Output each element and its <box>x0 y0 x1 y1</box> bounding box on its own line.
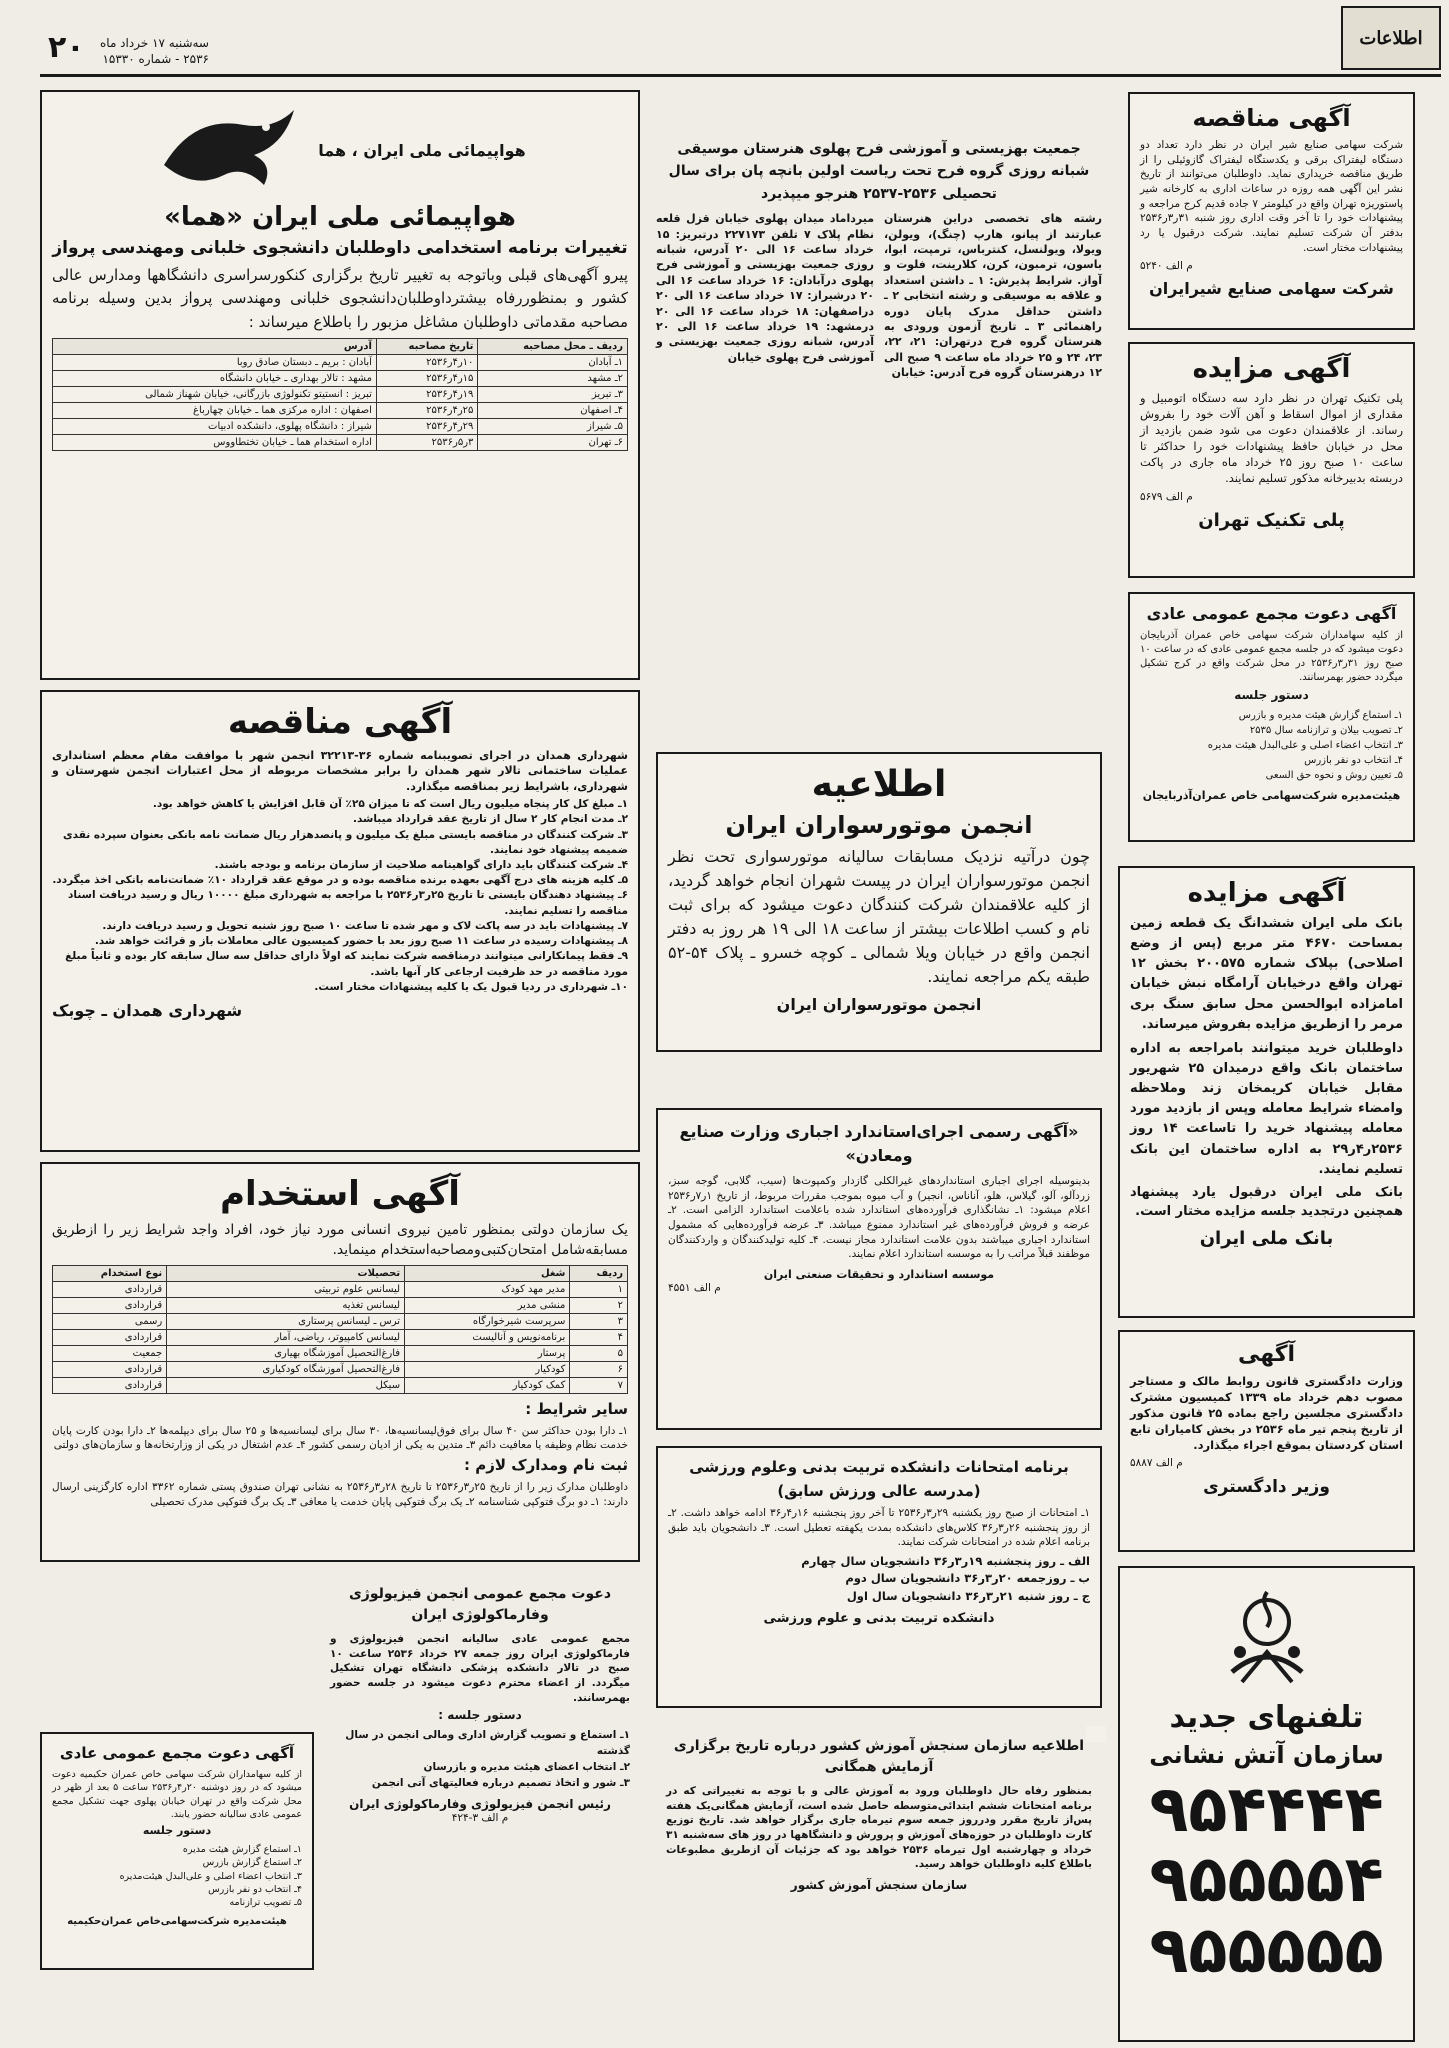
ad-column-a: رشته های تخصصی دراین هنرستان عبارتند از پیانو، هارپ (چنگ)، ویولن، ویولا، ویولنسل، کنترباس، ترمپت، ابوا، باسون، ترمبون، کرن، کلارینت، فلوت و آواز. شرایط پذیرش: ۱ ـ داشتن استعداد و علاقه به موسیقی و رشته انتخابی ۲ ـ داشتن حداقل مدرک پایان دوره راهنمائی ۳ ـ تاریخ آزمون ورودی به هنرستان گروه فرح درتهران: ۲۱، ۲۲، ۲۳، ۲۴ و ۲۵ خرداد ماه ساعت ۹ صبح الی ۱۲ درهنرستان گروه فرح آدرس: خیابان <box>884 212 1103 380</box>
table-cell: لیسانس علوم تربیتی <box>167 1281 405 1297</box>
agenda-item: ۲ـ استماع گزارش بازرس <box>202 1857 302 1869</box>
ad-title: آگهی دعوت مجمع عمومی عادی <box>59 1744 295 1762</box>
table-cell: ۵ <box>570 1345 628 1361</box>
table-cell: ۱۵ر۴ر۲۵۳۶ <box>376 370 477 386</box>
agenda-item: ۱ـ استماع و تصویب گزارش اداری ومالی انجمن در سال گذشته <box>345 1729 630 1758</box>
table-header: تاریخ مصاحبه <box>376 338 477 354</box>
fire-org: سازمان آتش نشانی <box>1149 1741 1384 1769</box>
ad-body: پلی تکنیک تهران در نظر دارد سه دستگاه اتومبیل و مقداری از اموال اسقاط و آهن آلات خود را بفروش رساند. از علاقمندان دعوت می شود ضمن بازدید از محل در خیابان حافظ پیشنهادات خود را حداکثر تا ساعت ۱۰ صبح روز ۲۵ خرداد ماه جاری در پاکت دربسته بدبیرخانه مذکور تسلیم نمایند. <box>1140 391 1403 486</box>
table-cell: اصفهان : اداره مرکزی هما ـ خیابان چهارباغ <box>53 402 377 418</box>
masthead-title: اطلاعات <box>1359 27 1423 49</box>
ad-signature: سازمان سنجش آموزش کشور <box>790 1878 968 1893</box>
ad-signature: شهرداری همدان ـ چوبک <box>52 1001 243 1021</box>
table-header: نوع استخدام <box>53 1265 167 1281</box>
header-rule <box>40 74 1441 77</box>
table-row <box>53 402 628 418</box>
condition-item: ۲ـ مدت انجام کار ۲ سال از تاریخ عقد قرارداد میباشد. <box>352 813 628 826</box>
fire-emblem-icon <box>1212 1582 1322 1692</box>
schedule-item: الف ـ روز پنجشنبه ۱۹ر۳ر۳۶ دانشجویان سال چهارم <box>801 1554 1090 1569</box>
ad-ref: م الف ۵۶۷۹ <box>1140 490 1193 503</box>
table-cell: ۳ <box>570 1313 628 1329</box>
condition-item: ۹ـ فقط پیمانکارانی میتوانند درمناقصه شرکت نمایند که اولاً دارای حداقل سه سال سابقه کار بوده و ثانیاً مبلغ مورد مناقصه در حد ظرفیت ارجاعی کار آنها باشد. <box>65 950 628 978</box>
tender-conditions <box>52 797 628 995</box>
table-row <box>53 354 628 370</box>
ad-signature: هیئت‌مدیره شرکت‌سهامی خاص عمران‌آذربایجان <box>1142 789 1401 802</box>
agenda-item: ۴ـ انتخاب دو نفر بازرس <box>1304 755 1403 766</box>
table-row <box>53 1345 628 1361</box>
agenda-item: ۲ـ تصویب بیلان و ترازنامه سال ۲۵۳۵ <box>1249 725 1403 736</box>
ad-signature: انجمن موتورسواران ایران <box>776 995 982 1014</box>
phone-number: ۹۵۴۴۴۴ <box>1149 1773 1384 1847</box>
ad-fire-department <box>1118 1566 1415 2042</box>
ad-notice-justice <box>1118 1330 1415 1552</box>
table-cell: ۴ـ اصفهان <box>478 402 628 418</box>
table-cell: ۳ـ تبریز <box>478 386 628 402</box>
agenda-item: ۱ـ استماع گزارش هیئت مدیره <box>182 1844 302 1856</box>
table-cell: فارغ‌التحصیل آموزشگاه بهیاری <box>167 1345 405 1361</box>
other-conditions: ۱ـ دارا بودن حداکثر سن ۴۰ سال برای فوق‌لیسانسیه‌ها، ۳۰ سال برای لیسانسیه‌ها و ۲۵ سال برای دیپلمه‌ها ۲ـ دارا بودن کارت پایان خدمت نظام وظیفه یا معافیت دائم ۳ـ متدین به یکی از ادیان رسمی کشور ۴ـ عدم اشتغال در یکی از وزارتخانه‌ها و سازمان‌های دولتی <box>52 1424 628 1452</box>
table-cell: شیراز : دانشگاه پهلوی، دانشکده ادبیات <box>53 418 377 434</box>
ad-body: بمنظور رفاه حال داوطلبان ورود به آموزش عالی و با توجه به تغییراتی که در برنامه امتحانات ششم ابتدائی‌متوسطه حاصل شده است، آزمایش همگانی‌یک هفته پس‌از تاریخ مقرر ودرروز جمعه سوم تیرماه جاری برگزار خواهد شد. تاریخ توزیع کارت داوطلبان در حوزه‌های آموزش و پرورش و دانشگاهها در روز های سه‌شنبه ۳۱ خرداد و چهارشنبه اول تیرماه ۲۵۳۶ خواهد بود که جزئیات آن ازطریق مطبوعات باطلاع کلیه داوطلبان خواهد رسید. <box>666 1785 1093 1871</box>
table-cell: قراردادی <box>53 1297 167 1313</box>
ad-body: وزارت دادگستری قانون روابط مالک و مستاجر مصوب دهم خرداد ماه ۱۳۳۹ کمیسیون مشترک دادگستری مجلسین راجع بماده ۲۵ قانون مذکور از تاریخ پنجم تیر ماه ۲۵۳۶ در بخش کامیاران تابع استان کردستان بموقع اجراء میگذارد. <box>1130 1374 1404 1453</box>
agenda-title: دستور جلسه : <box>438 1708 522 1723</box>
table-cell: کودکیار <box>405 1361 570 1377</box>
table-cell: ۶ <box>570 1361 628 1377</box>
table-cell: ۲ـ مشهد <box>478 370 628 386</box>
table-row <box>53 1329 628 1345</box>
ad-title: اطلاعیه <box>811 764 947 805</box>
table-cell: لیسانس کامپیوتر، ریاضی، آمار <box>167 1329 405 1345</box>
table-cell: اداره استخدام هما ـ خیابان تختطاووس <box>53 434 377 450</box>
agenda-item: ۵ـ تعیین روش و نحوه حق السعی <box>1265 770 1403 781</box>
ad-employment <box>40 1162 640 1562</box>
table-row <box>53 1361 628 1377</box>
ad-column-b: میرداماد میدان پهلوی خیابان قزل قلعه نظام پلاک ۷ تلفن ۲۲۷۱۷۳ درتبریز: ۱۵ خرداد ساعت ۱۶ الی ۲۰ آدرس، شبانه روزی جمعیت بهزیستی و آموزشی فرح پهلوی درآبادان: ۱۶ خرداد ساعت ۱۶ الی ۲۰ درشیراز: ۱۷ خرداد ساعت ۱۶ الی ۲۰ دراصفهان: ۱۸ خرداد ساعت ۱۶ الی ۲۰ درمشهد: ۱۹ خرداد ساعت ۱۶ الی ۲۰ آدرس، شبانه روزی جمعیت بهزیستی و آموزشی فرح پهلوی خیابان <box>656 212 875 364</box>
table-cell: لیسانس تغذیه <box>167 1297 405 1313</box>
ad-signature: پلی تکنیک تهران <box>1198 510 1345 532</box>
phone-number: ۹۵۵۵۵۴ <box>1149 1843 1384 1918</box>
ad-auction-bank-melli <box>1118 866 1415 1318</box>
ad-homa-airline <box>40 90 640 680</box>
homa-logo-text: هواپیمائی ملی ایران ، هما <box>318 140 526 160</box>
fire-title: تلفنهای جدید <box>1169 1700 1364 1735</box>
ad-signature: هیئت‌مدیره شرکت‌سهامی‌خاص عمران‌حکیمیه <box>67 1915 287 1927</box>
table-row <box>53 1297 628 1313</box>
table-header: تحصیلات <box>167 1265 405 1281</box>
issue-line: ۲۵۳۶ - شماره ۱۵۳۳۰ <box>102 51 209 66</box>
ad-ref: م الف ۳-۴۲۴ <box>451 1812 509 1825</box>
ad-signature: بانک ملی ایران <box>1199 1227 1334 1249</box>
table-cell: رسمی <box>53 1313 167 1329</box>
condition-item: ۴ـ شرکت کنندگان باید دارای گواهینامه صلاحیت از سازمان برنامه و بودجه باشند. <box>214 859 628 872</box>
table-cell: قراردادی <box>53 1329 167 1345</box>
date-line: سه‌شنبه ۱۷ خرداد ماه <box>100 36 209 50</box>
ad-title: آگهی مزایده <box>1192 354 1351 384</box>
agenda-title: دستور جلسه <box>142 1824 212 1838</box>
ad-title: آگهی مناقصه <box>1192 104 1351 132</box>
table-cell: جمعیت <box>53 1345 167 1361</box>
table-cell: ۷ <box>570 1377 628 1393</box>
ad-intro: یک سازمان دولتی بمنظور تامین نیروی انسانی مورد نیاز خود، افراد واجد شرایط زیر را ازطریق مسابقه‌شامل امتحان‌کتبی‌ومصاحبه‌استخدام مینماید. <box>52 1222 628 1259</box>
ad-ref: م الف ۵۸۸۷ <box>1130 1457 1183 1470</box>
ad-intro: شهرداری همدان در اجرای تصویبنامه شماره ۳۶-۳۲۲۱۳ انجمن شهر با موافقت مقام معظم استانداری عملیات ساختمانی تالار شهر همدان را برابر مشخصات مربوطه از محل اعتبارات انجمن شهرستان و شهرداری، باشرایط زیر بمناقصه میگذارد. <box>52 749 628 793</box>
table-header: آدرس <box>53 338 377 354</box>
table-cell: ۲۹ر۴ر۲۵۳۶ <box>376 418 477 434</box>
table-cell: مدیر مهد کودک <box>405 1281 570 1297</box>
agenda-list <box>52 1843 302 1909</box>
table-cell: قراردادی <box>53 1361 167 1377</box>
ad-music-conservatory <box>646 128 1112 688</box>
ad-title: برنامه امتحانات دانشکده تربیت بدنی وعلوم ورزشی <box>689 1458 1069 1476</box>
agenda-list <box>330 1728 630 1791</box>
condition-item: ۱ـ مبلغ کل کار پنجاه میلیون ریال است که تا میزان ۲۵٪ آن قابل افزایش یا کاهش خواهد بود. <box>152 798 628 811</box>
registration-body: داوطلبان مدارک زیر را از تاریخ ۲۵ر۳ر۲۵۳۶ تا تاریخ ۲۸ر۳ر۲۵۳۶ به نشانی تهران صندوق پستی شماره ۳۳۶۲ اداره کارگزینی ارسال دارند: ۱ـ دو برگ فتوکپی شناسنامه ۲ـ یک برگ فتوکپی پایان خدمت یا معافی ۳ـ یک برگ فتوکپی مدرک تحصیلی <box>52 1480 628 1508</box>
ad-title: آگهی مناقصه <box>227 702 453 742</box>
page-header <box>0 0 1449 90</box>
ad-tender-hamadan <box>40 690 640 1152</box>
table-cell: ۲ <box>570 1297 628 1313</box>
agenda-item: ۳ـ انتخاب اعضاء اصلی و علی‌البدل هیئت‌مدیره <box>119 1870 302 1882</box>
condition-item: ۳ـ شرکت کنندگان در مناقصه بایستی مبلغ یک میلیون و پانصدهزار ریال ضمانت نامه بانکی بعنوان سپرده نقدی ضمیمه پیشنهاد خود نمایند. <box>63 828 628 856</box>
other-conditions-title: سایر شرایط : <box>525 1399 628 1418</box>
schedule-item: ب ـ روزجمعه ۲۰ر۳ر۳۶ دانشجویان سال دوم <box>845 1571 1090 1586</box>
ad-title: جمعیت بهزیستی و آموزشی فرح پهلوی هنرستان موسیقی شبانه روزی گروه فرح تحت ریاست اولین بانچه پان برای سال تحصیلی ۲۵۳۶-۲۵۳۷ هنرجو میپذیرد <box>668 141 1090 202</box>
table-row <box>53 1281 628 1297</box>
table-cell: سرپرست شیرخوارگاه <box>405 1313 570 1329</box>
ad-body: چون درآتیه نزدیک مسابقات سالیانه موتورسواری تحت نظر انجمن موتورسواران ایران در پیست شهران انجام خواهد گردید، از کلیه علاقمندان شرکت کنندگان دعوت میشود که برای ثبت نام و کسب اطلاعات بیشتر از ساعت ۱۸ الی ۱۹ هر روز به دفتر انجمن واقع در خیابان ویلا شمالی ـ کوچه خسرو ـ پلاک ۵۴-۵۲ طبقه یکم مراجعه نمایند. <box>668 847 1090 986</box>
ad-general-meeting-hakimiye <box>40 1732 314 1970</box>
ad-signature: دانشکده تربیت بدنی و علوم ورزشی <box>763 1610 995 1626</box>
table-cell: ۴ <box>570 1329 628 1345</box>
table-row <box>53 418 628 434</box>
ad-mandatory-standard <box>656 1108 1102 1430</box>
agenda-item: ۳ـ شور و اتخاذ تصمیم درباره فعالیتهای آتی انجمن <box>371 1776 630 1789</box>
table-cell: ترس ـ لیسانس پرستاری <box>167 1313 405 1329</box>
table-row <box>53 1313 628 1329</box>
ad-title: هواپیمائی ملی ایران «هما» <box>164 202 516 232</box>
table-cell: قراردادی <box>53 1377 167 1393</box>
masthead-logo <box>1341 6 1441 70</box>
ad-title: اطلاعیه سازمان سنجش آموزش کشور درباره تاریخ برگزاری آزمایش همگانی <box>673 1738 1085 1775</box>
table-cell: قراردادی <box>53 1281 167 1297</box>
table-cell: تبریز : انستیتو تکنولوژی بازرگانی، خیابان شهناز شمالی <box>53 386 377 402</box>
ad-signature: موسسه استاندارد و تحقیقات صنعتی ایران <box>763 1268 995 1282</box>
table-row <box>53 434 628 450</box>
condition-item: ۱۰ـ شهرداری در ردیا قبول یک یا کلیه پیشنهادات مختار است. <box>314 980 628 993</box>
table-cell: ۱۹ر۴ر۲۵۳۶ <box>376 386 477 402</box>
ad-body: بدینوسیله اجرای اجباری استانداردهای غیرالکلی گازدار وکمپوت‌ها (سیب، گلابی، گوجه سبز، زردآلو، آلو، گیلاس، هلو، آناناس، انجیر) و آب میوه بموجب مقررات مربوط، از تاریخ ۱ر۷ر۲۵۳۶ اعلام میشود: ۱ـ نشانگذاری فرآورده‌های استاندارد شده باعلامت استاندارد الزامی است. ۲ـ عرضه و فروش فرآورده‌های غیر استاندارد ممنوع میباشد. ۳ـ عرضه فرآورده‌هایی که مشمول استاندارد اجباری میباشند بدون علامت استاندارد مجاز نیست. ۴ـ کلیه تولیدکنندگان و واردکنندگان موظفند قبلاً مراتب را به موسسه استاندارد اعلام نمایند. <box>668 1175 1091 1261</box>
table-row <box>53 1377 628 1393</box>
ad-ref: م الف ۵۲۴۰ <box>1140 259 1193 272</box>
ad-body: شرکت سهامی صنایع شیر ایران در نظر دارد تعداد دو دستگاه لیفتراک برقی و یکدستگاه لیفتراک گازوئیلی را از طریق مناقصه خریداری نماید. داوطلبان می‌توانند از تاریخ نشر این آگهی همه روزه در ساعات اداری به کارخانه شیر پاستوریزه تهران واقع در کیلومتر ۷ جاده قدیم کرج مراجعه و پیشنهادات خود را تا آخر وقت اداری روز شنبه ۳۱ر۳ر۲۵۳۶ بدفتر آن شرکت تسلیم نمایند. شرکت درقبول یا رد پیشنهادات مختار است. <box>1140 139 1403 254</box>
table-cell: برنامه‌نویس و آنالیست <box>405 1329 570 1345</box>
ad-title: «آگهی رسمی اجرای‌استاندارد اجباری وزارت صنایع ومعادن» <box>679 1122 1079 1165</box>
jobs-table <box>52 1265 628 1394</box>
table-cell: منشی مدیر <box>405 1297 570 1313</box>
agenda-list <box>1140 708 1403 783</box>
table-cell: سیکل <box>167 1377 405 1393</box>
ad-motorcycle-association <box>656 752 1102 1052</box>
condition-item: ۸ـ پیشنهادات رسیده در ساعت ۱۱ صبح روز بعد با حضور کمیسیون عالی معاملات باز و قرائت خواهد شد. <box>94 935 628 948</box>
table-cell: ۳ر۵ر۲۵۳۶ <box>376 434 477 450</box>
page-number: ۲۰ <box>48 30 85 65</box>
condition-item: ۶ـ پیشنهاد دهندگان بایستی تا تاریخ ۲۵ر۳ر۲۵۳۶ با مراجعه به شهرداری مبلغ ۱۰۰۰۰ ریال و رسید دریافت اسناد مناقصه را تسلیم نمایند. <box>68 889 628 917</box>
agenda-item: ۱ـ استماع گزارش هیئت مدیره و بازرس <box>1238 710 1403 721</box>
homa-bird-icon <box>154 105 304 195</box>
agenda-item: ۵ـ تصویب ترازنامه <box>229 1897 302 1909</box>
exam-schedule-list <box>668 1553 1090 1605</box>
table-row <box>53 370 628 386</box>
table-header: ردیف ـ محل مصاحبه <box>478 338 628 354</box>
ad-exam-schedule <box>656 1446 1102 1708</box>
ad-body: از کلیه سهامداران شرکت سهامی خاص عمران آذربایجان دعوت میشود که در جلسه مجمع عمومی عادی که در ساعت ۱۰ صبح روز ۳۱ر۳ر۲۵۳۶ در محل شرکت واقع در کرج تشکیل میگردد حضور بهمرسانند. <box>1140 630 1403 683</box>
ad-signature: شرکت سهامی صنایع شیرایران <box>1149 279 1394 299</box>
homa-logo <box>52 100 628 200</box>
table-cell: کمک کودکیار <box>405 1377 570 1393</box>
ad-body: پیرو آگهی‌های قبلی وباتوجه به تغییر تاریخ برگزاری کنکورسراسری دانشگاهها ومدارس عالی کشور و بمنظوررفاه بیشترداوطلبان‌دانشجوی خلبانی ومهندسی پرواز بدین وسیله برنامه مصاحبه مقدماتی داوطلبان مشاغل مزبور را باطلاع میرساند : <box>52 266 628 331</box>
table-cell: فارغ‌التحصیل آموزشگاه کودکیاری <box>167 1361 405 1377</box>
ad-assessment-org-notice <box>656 1726 1102 1970</box>
ad-body: ۱ـ امتحانات از صبح روز یکشنبه ۲۹ر۳ر۲۵۳۶ تا آخر روز پنجشنبه ۱۶ر۴ر۳۶ ادامه خواهد داشت. ۲ـ از روز پنجشنبه ۲۶ر۳ر۳۶ کلاس‌های دانشکده بمدت یکهفته تعطیل است. ۳ـ دانشجویان باید طبق برنامه اعلام شده در امتحانات شرکت نمایند. <box>668 1507 1090 1549</box>
ad-title: آگهی استخدام <box>220 1174 460 1214</box>
ad-general-meeting-azarbaijan <box>1128 592 1415 842</box>
table-cell: ۲۵ر۴ر۲۵۳۶ <box>376 402 477 418</box>
ad-title: آگهی مزایده <box>1187 878 1346 908</box>
agenda-item: ۳ـ انتخاب اعضاء اصلی و علی‌البدل هیئت مدیره <box>1207 740 1403 751</box>
table-cell: ۶ـ تهران <box>478 434 628 450</box>
ad-body: مجمع عمومی عادی سالیانه انجمن فیزیولوژی و فارماکولوژی ایران روز جمعه ۲۷ خرداد ۲۵۳۶ ساعت ۱۰ صبح در تالار دانشکده پزشکی دانشگاه تهران تشکیل میگردد. از اعضاء محترم دعوت میشود در جلسه حضور بهمرسانند. <box>330 1633 630 1704</box>
table-header: ردیف <box>570 1265 628 1281</box>
ad-signature: رئیس انجمن فیزیولوژی وفارماکولوژی ایران <box>349 1797 611 1812</box>
table-cell: ۱۰ر۴ر۲۵۳۶ <box>376 354 477 370</box>
table-cell: پرستار <box>405 1345 570 1361</box>
condition-item: ۵ـ کلیه هزینه های درج آگهی بعهده برنده مناقصه بوده و در موقع عقد قرارداد ۱۰٪ ضمانت‌نامه بانکی اخذ میگردد. <box>52 874 628 887</box>
table-cell: ۵ـ شیراز <box>478 418 628 434</box>
condition-item: ۷ـ پیشنهادات باید در سه پاکت لاک و مهر شده تا ساعت ۱۰ صبح روز شنبه تحویل و رسید دریافت دارند. <box>102 919 628 932</box>
table-header: شغل <box>405 1265 570 1281</box>
ad-subtitle: (مدرسه عالی ورزش سابق) <box>777 1482 981 1500</box>
ad-auction-polytechnic <box>1128 342 1415 578</box>
ad-signature: وزیر دادگستری <box>1203 1477 1330 1498</box>
table-cell: مشهد : تالار بهداری ـ خیابان دانشگاه <box>53 370 377 386</box>
ad-subtitle: تغییرات برنامه استخدامی داوطلبان دانشجوی خلبانی ومهندسی پرواز <box>52 238 628 258</box>
ad-tender-milk <box>1128 92 1415 330</box>
ad-body-2: داوطلبان خرید میتوانند بامراجعه به اداره ساختمان بانک واقع درمیدان ۲۵ شهریور مقابل خیابان کریمخان زند وملاحظه وامضاء شرایط معامله وپس از بازدید مورد معامله پیشنهاد خرید را تاساعت ۱۴ روز ۲۵۳۶ر۴ر۲۹ به اداره ساختمان این بانک تسلیم نمایند. <box>1130 1040 1404 1177</box>
agenda-item: ۲ـ انتخاب اعضای هیئت مدیره و بازرسان <box>423 1760 630 1773</box>
agenda-item: ۴ـ انتخاب دو نفر بازرس <box>208 1884 302 1896</box>
phone-number: ۹۵۵۵۵۵ <box>1149 1913 1384 1988</box>
registration-title: ثبت نام ومدارک لازم : <box>464 1455 628 1474</box>
table-cell: ۱ـ آبادان <box>478 354 628 370</box>
ad-body-3: بانک ملی ایران درقبول یارد پیشنهاد همچنین درتجدید جلسه مزایده مختار است. <box>1130 1184 1403 1219</box>
agenda-title: دستور جلسه <box>1234 688 1309 702</box>
ad-ref: م الف ۴۵۵۱ <box>668 1282 721 1295</box>
table-cell: ۱ <box>570 1281 628 1297</box>
ad-title: آگهی دعوت مجمع عمومی عادی <box>1146 604 1397 623</box>
ad-title: آگهی <box>1237 1342 1296 1367</box>
ad-title: دعوت مجمع عمومی انجمن فیزیولوژی وفارماکولوژی ایران <box>348 1586 612 1623</box>
ad-physiology-society <box>320 1574 640 1970</box>
ad-subtitle: انجمن موتورسواران ایران <box>725 811 1033 839</box>
table-row <box>53 386 628 402</box>
schedule-item: ج ـ روز شنبه ۲۱ر۳ر۳۶ دانشجویان سال اول <box>846 1588 1090 1603</box>
ad-body: بانک ملی ایران ششدانگ یک قطعه زمین بمساحت ۴۶۷۰ متر مربع (پس از وضع اصلاحی) بپلاک شماره ۲۰۰۵۷۵ بخش ۱۲ تهران واقع درخیابان آرامگاه نبش خیابان امامزاده ابوالحسن محل سابق سنگ بری مرمر را ازطریق مزایده بفروش میرساند. <box>1130 916 1403 1032</box>
ad-body: از کلیه سهامداران شرکت سهامی خاص عمران حکیمیه دعوت میشود که در روز دوشنبه ۲۰ر۴ر۲۵۳۶ ساعت ۵ بعد از ظهر در محل شرکت واقع در تهران خیابان پهلوی جهت تشکیل مجمع عمومی عادی سالیانه حضور یابند. <box>52 1769 302 1820</box>
interview-table <box>52 338 628 451</box>
table-cell: آبادان : بریم ـ دبستان صادق روبا <box>53 354 377 370</box>
